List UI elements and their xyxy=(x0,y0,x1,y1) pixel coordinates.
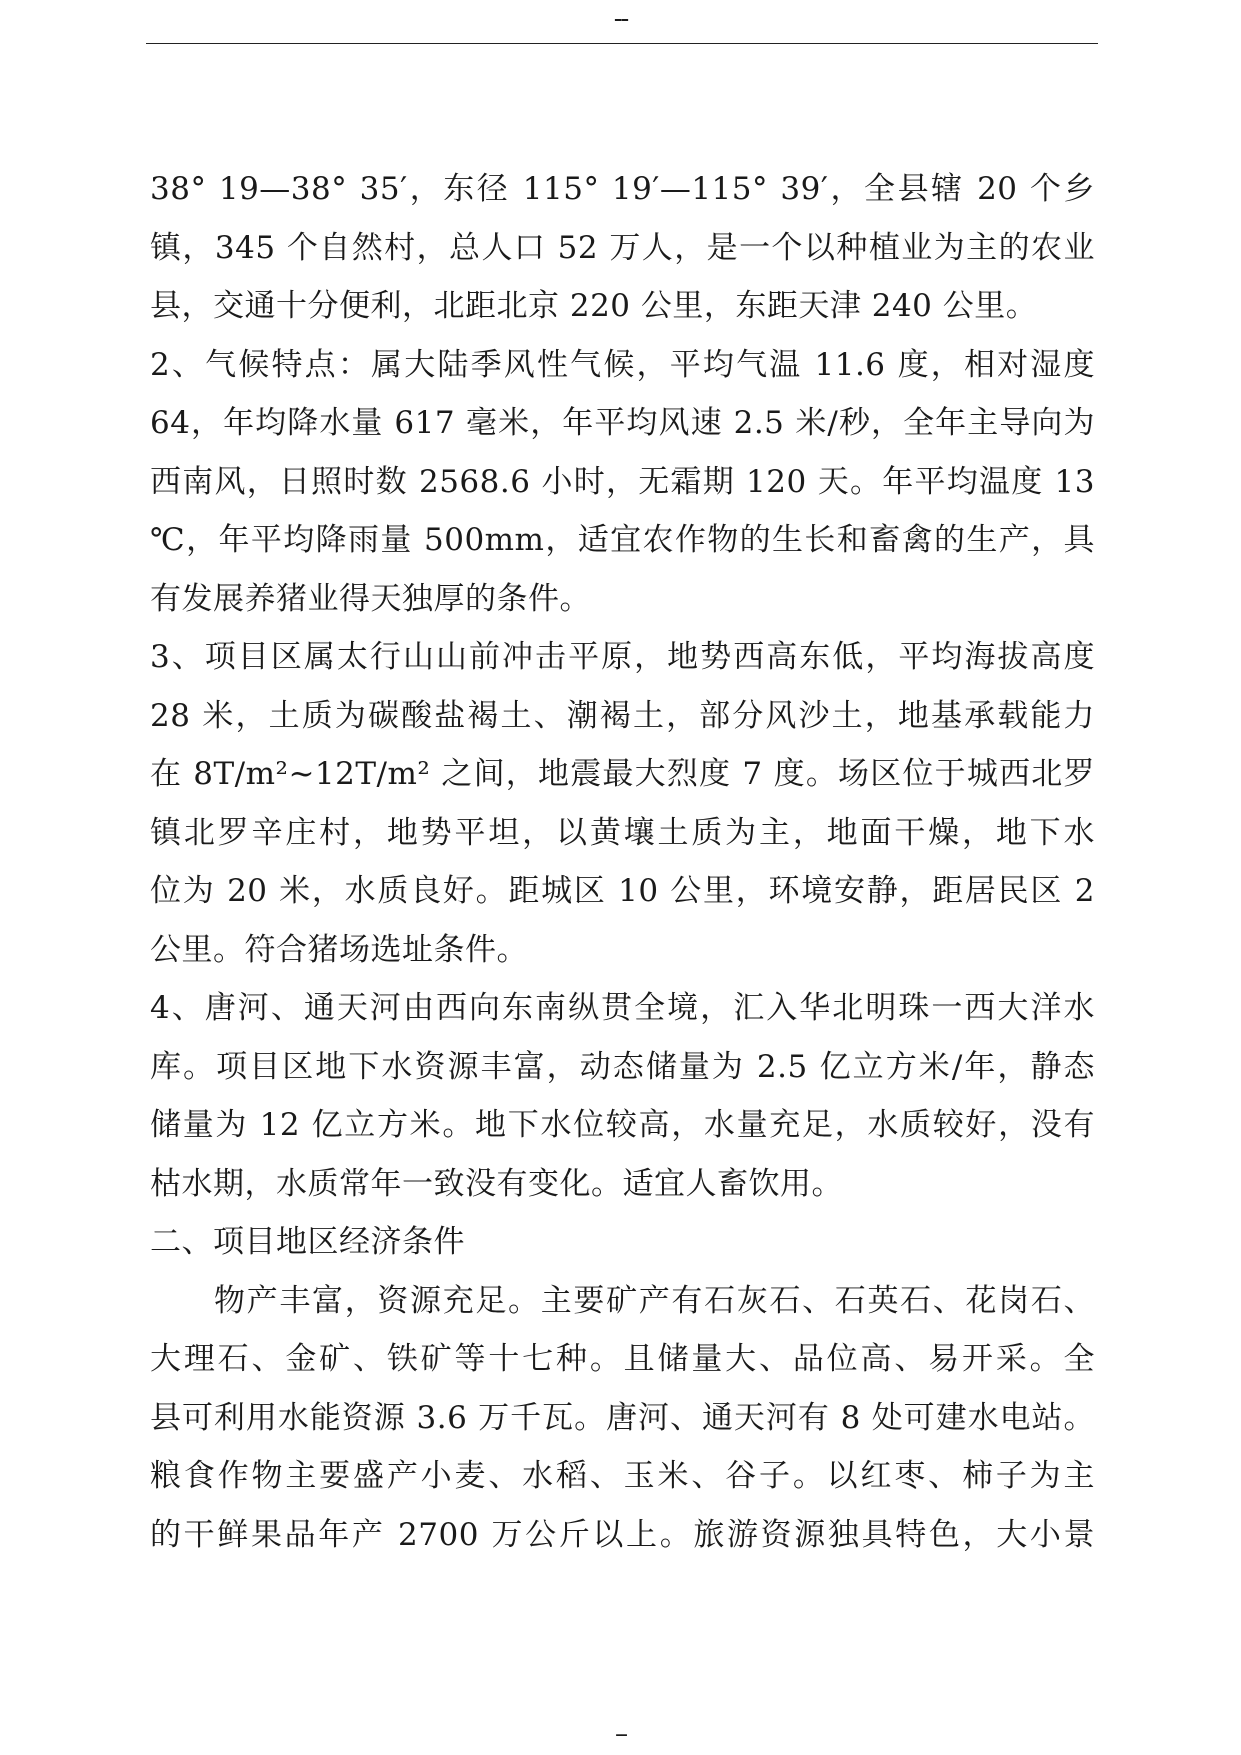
text-line: 有发展养猪业得天独厚的条件。 xyxy=(150,580,591,617)
text-line: 位为 20 米，水质良好。距城区 10 公里，环境安静，距居民区 2 xyxy=(150,873,1095,909)
text-line: 县，交通十分便利，北距北京 220 公里，东距天津 240 公里。 xyxy=(150,288,1038,324)
text-line: 大理石、金矿、铁矿等十七种。且储量大、品位高、易开采。全 xyxy=(150,1341,1095,1377)
section-heading xyxy=(150,1213,1095,1272)
text-line: 在 8T/m²~12T/m² 之间，地震最大烈度 7 度。场区位于城西北罗 xyxy=(150,756,1095,792)
header-rule xyxy=(146,43,1098,44)
text-line: 2、气候特点：属大陆季风性气候，平均气温 11.6 度，相对湿度 xyxy=(150,346,1095,383)
text-line: 4、唐河、通天河由西向东南纵贯全境，汇入华北明珠一西大洋水 xyxy=(150,990,1095,1026)
document-body xyxy=(150,160,1095,1564)
text-line: 64，年均降水量 617 毫米，年平均风速 2.5 米/秒，全年主导向为 xyxy=(150,405,1095,441)
text-line: 公里。符合猪场选址条件。 xyxy=(150,931,528,968)
page-footer-mark: -- xyxy=(615,1722,626,1747)
paragraph-climate xyxy=(150,336,1095,629)
section-heading-text: 二、项目地区经济条件 xyxy=(150,1224,465,1260)
text-line: 28 米，土质为碳酸盐褐土、潮褐土，部分风沙土，地基承载能力 xyxy=(150,697,1095,734)
text-line: 38° 19—38° 35′，东径 115° 19′—115° 39′，全县辖 20 个乡 xyxy=(150,171,1095,207)
text-line: 的干鲜果品年产 2700 万公斤以上。旅游资源独具特色，大小景 xyxy=(150,1516,1095,1553)
text-line: 粮食作物主要盛产小麦、水稻、玉米、谷子。以红枣、柿子为主 xyxy=(150,1458,1095,1494)
paragraph-terrain xyxy=(150,628,1095,979)
paragraph-water xyxy=(150,979,1095,1213)
text-line: 3、项目区属太行山山前冲击平原，地势西高东低，平均海拔高度 xyxy=(150,639,1095,675)
text-line: 物产丰富，资源充足。主要矿产有石灰石、石英石、花岗石、 xyxy=(214,1282,1095,1319)
paragraph-economy xyxy=(150,1272,1095,1565)
text-line: ℃，年平均降雨量 500mm，适宜农作物的生长和畜禽的生产，具 xyxy=(150,522,1095,558)
page-header-mark: -- xyxy=(613,4,628,34)
text-line: 储量为 12 亿立方米。地下水位较高，水量充足，水质较好，没有 xyxy=(150,1107,1095,1143)
text-line: 镇，345 个自然村，总人口 52 万人，是一个以种植业为主的农业 xyxy=(150,229,1095,266)
text-line: 县可利用水能资源 3.6 万千瓦。唐河、通天河有 8 处可建水电站。 xyxy=(150,1399,1095,1436)
text-line: 枯水期，水质常年一致没有变化。适宜人畜饮用。 xyxy=(150,1165,843,1202)
text-line: 西南风，日照时数 2568.6 小时，无霜期 120 天。年平均温度 13 xyxy=(150,463,1095,500)
paragraph-location xyxy=(150,160,1095,336)
text-line: 镇北罗辛庄村，地势平坦，以黄壤土质为主，地面干燥，地下水 xyxy=(150,814,1095,851)
text-line: 库。项目区地下水资源丰富，动态储量为 2.5 亿立方米/年，静态 xyxy=(150,1048,1095,1085)
